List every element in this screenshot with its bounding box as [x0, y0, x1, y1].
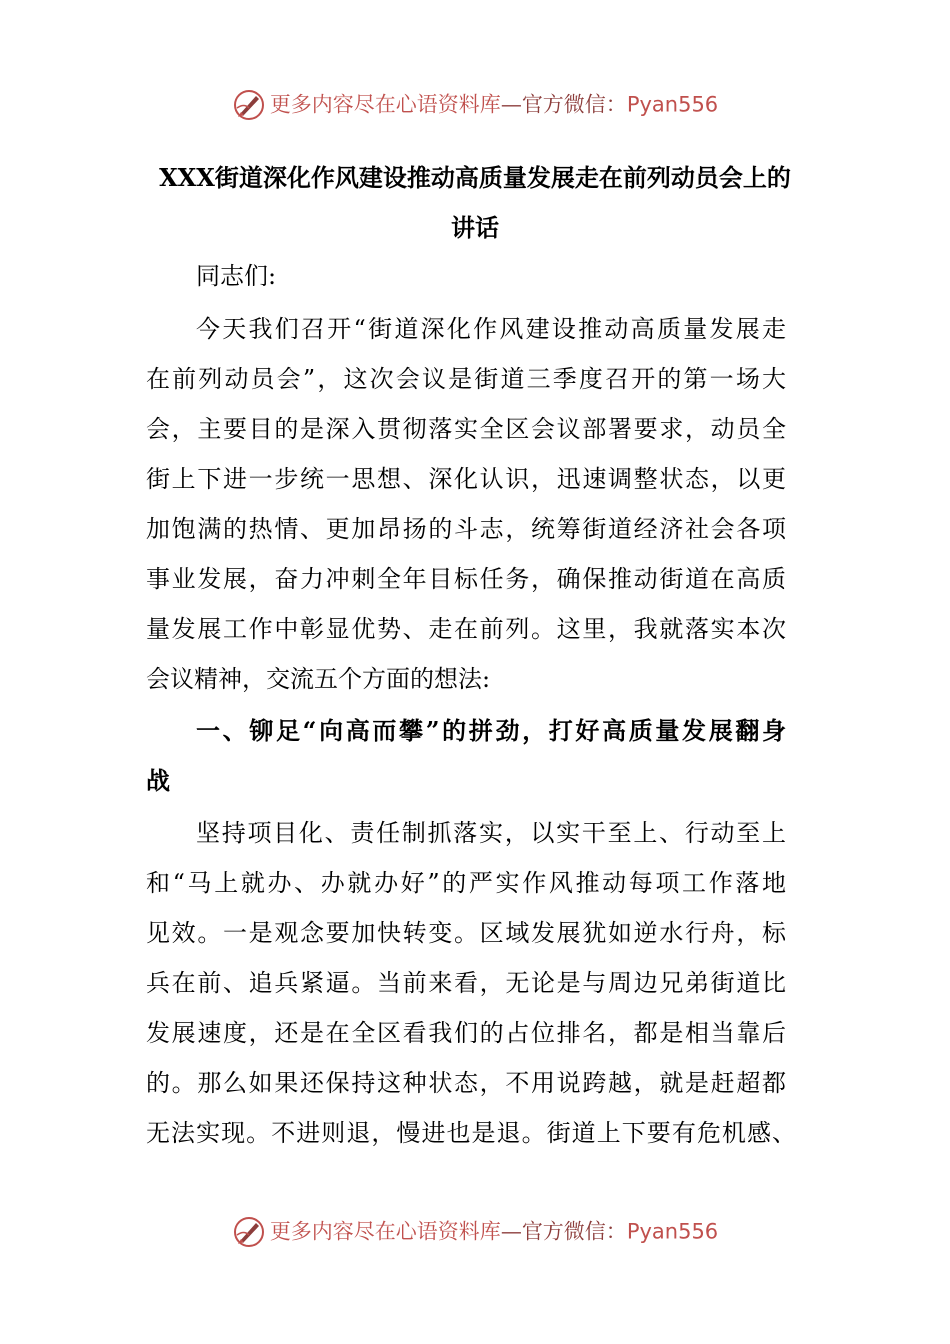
section-heading: 一、铆足“向高而攀”的拼劲，打好高质量发展翻身: [196, 716, 786, 745]
watermark-text: 更多内容尽在心语资料库: [269, 1219, 501, 1244]
paragraph-line: 街上下进一步统一思想、深化认识，迅速调整状态，以更: [146, 465, 786, 493]
paragraph-line: 会，主要目的是深入贯彻落实全区会议部署要求，动员全: [146, 415, 786, 443]
section-heading-continued: 战: [146, 766, 170, 795]
paragraph-line: 加饱满的热情、更加昂扬的斗志，统筹街道经济社会各项: [146, 515, 786, 543]
paragraph-line: 坚持项目化、责任制抓落实，以实干至上、行动至上: [196, 819, 786, 847]
document-title: XXX街道深化作风建设推动高质量发展走在前列动员会上的: [159, 163, 791, 192]
paragraph-line: 会议精神，交流五个方面的想法:: [146, 665, 491, 693]
document-title-continued: 讲话: [451, 213, 499, 242]
paragraph-line: 量发展工作中彰显优势、走在前列。这里，我就落实本次: [146, 615, 786, 643]
paragraph-line: 在前列动员会”，这次会议是街道三季度召开的第一场大: [146, 365, 786, 393]
watermark-wechat-label: —官方微信：: [500, 1219, 627, 1244]
paragraph-line: 兵在前、追兵紧逼。当前来看，无论是与周边兄弟街道比: [146, 969, 786, 997]
watermark-banner-bottom: [0, 1212, 950, 1248]
paragraph-line: 无法实现。不进则退，慢进也是退。街道上下要有危机感、: [146, 1119, 796, 1147]
paragraph-line: 事业发展，奋力冲刺全年目标任务，确保推动街道在高质: [146, 565, 786, 593]
watermark-wechat-id: Pyan556: [626, 1219, 719, 1244]
watermark-text: 更多内容尽在心语资料库: [269, 92, 501, 117]
watermark-banner-top: [0, 85, 950, 121]
paragraph-line: 发展速度，还是在全区看我们的占位排名，都是相当靠后: [146, 1019, 786, 1047]
paragraph-line: 见效。一是观念要加快转变。区域发展犹如逆水行舟，标: [146, 919, 786, 947]
paragraph-line: 的。那么如果还保持这种状态，不用说跨越，就是赶超都: [146, 1069, 786, 1097]
watermark-wechat-id: Pyan556: [626, 92, 719, 117]
paragraph-line: 今天我们召开“街道深化作风建设推动高质量发展走: [196, 315, 786, 343]
paragraph-line: 和“马上就办、办就办好”的严实作风推动每项工作落地: [146, 869, 786, 897]
watermark-wechat-label: —官方微信：: [500, 92, 627, 117]
pen-logo-icon: [232, 1215, 266, 1249]
salutation: 同志们:: [196, 262, 277, 290]
pen-logo-icon: [232, 88, 266, 122]
